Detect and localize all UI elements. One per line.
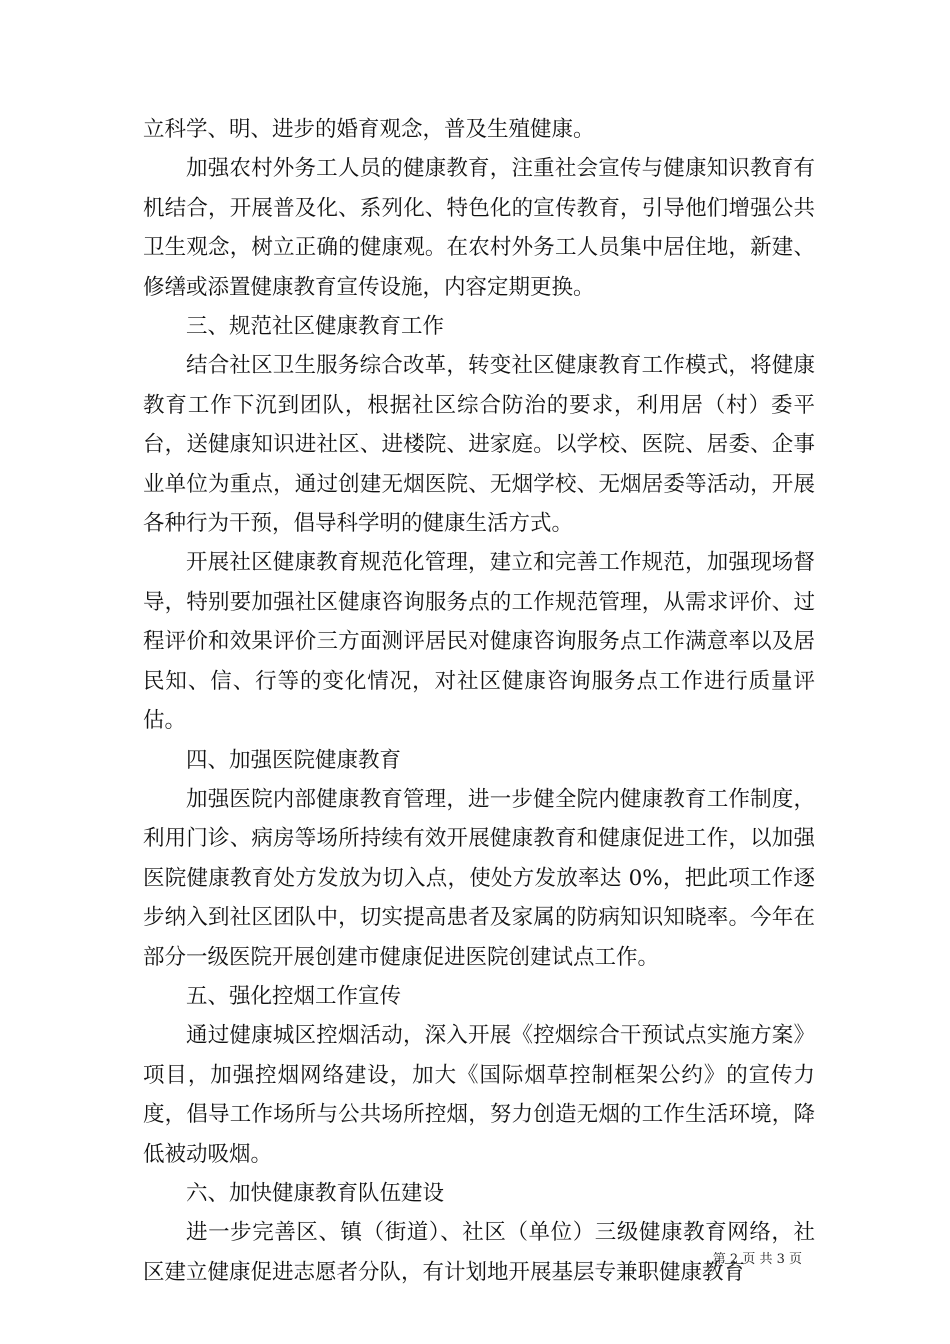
paragraph-continuation: 立科学、明、进步的婚育观念，普及生殖健康。 — [143, 117, 595, 142]
paragraph-community-reform: 结合社区卫生服务综合改革，转变社区健康教育工作模式，将健康教育工作下沉到团队，根据社区综合防治的要求，利用居（村）委平台，送健康知识进社区、进楼院、进家庭。以学校、医院、居委、企事业单位为重点，通过创建无烟医院、无烟学校、无烟居委等活动，开展各种行为干预，倡导科学明的健康生活方式。 — [143, 353, 815, 537]
paragraph-tobacco-control: 通过健康城区控烟活动，深入开展《控烟综合干预试点实施方案》项目，加强控烟网络建设，加大《国际烟草控制框架公约》的宣传力度，倡导工作场所与公共场所控烟，努力创造无烟的工作生活环境，降低被动吸烟。 — [143, 1023, 815, 1167]
paragraph-hospital-education: 加强医院内部健康教育管理，进一步健全院内健康教育工作制度，利用门诊、病房等场所持续有效开展健康教育和健康促进工作，以加强医院健康教育处方发放为切入点，使处方发放率达 0%，把此项工作逐步纳入到社区团队中，切实提高患者及家属的防病知识知晓率。今年在部分一级医院开展创建市健康促进医院创建试点工作。 — [143, 786, 815, 970]
page-number-footer: 第 2 页 共 3 页 — [712, 1252, 802, 1267]
section-heading-3: 三、规范社区健康教育工作 — [186, 314, 445, 340]
paragraph-team-building: 进一步完善区、镇（街道）、社区（单位）三级健康教育网络，社区建立健康促进志愿者分队，有计划地开展基层专兼职健康教育 — [143, 1220, 815, 1285]
section-heading-5: 五、强化控烟工作宣传 — [186, 983, 402, 1009]
paragraph-community-standards: 开展社区健康教育规范化管理，建立和完善工作规范，加强现场督导，特别要加强社区健康咨询服务点的工作规范管理，从需求评价、过程评价和效果评价三方面测评居民对健康咨询服务点工作满意率以及居民知、信、行等的变化情况，对社区健康咨询服务点工作进行质量评估。 — [143, 550, 815, 734]
document-body — [143, 110, 815, 1292]
paragraph-migrant-workers: 加强农村外务工人员的健康教育，注重社会宣传与健康知识教育有机结合，开展普及化、系列化、特色化的宣传教育，引导他们增强公共卫生观念，树立正确的健康观。在农村外务工人员集中居住地，新建、修缮或添置健康教育宣传设施，内容定期更换。 — [143, 156, 815, 300]
section-heading-6: 六、加快健康教育队伍建设 — [186, 1180, 445, 1206]
section-heading-4: 四、加强医院健康教育 — [186, 747, 402, 773]
